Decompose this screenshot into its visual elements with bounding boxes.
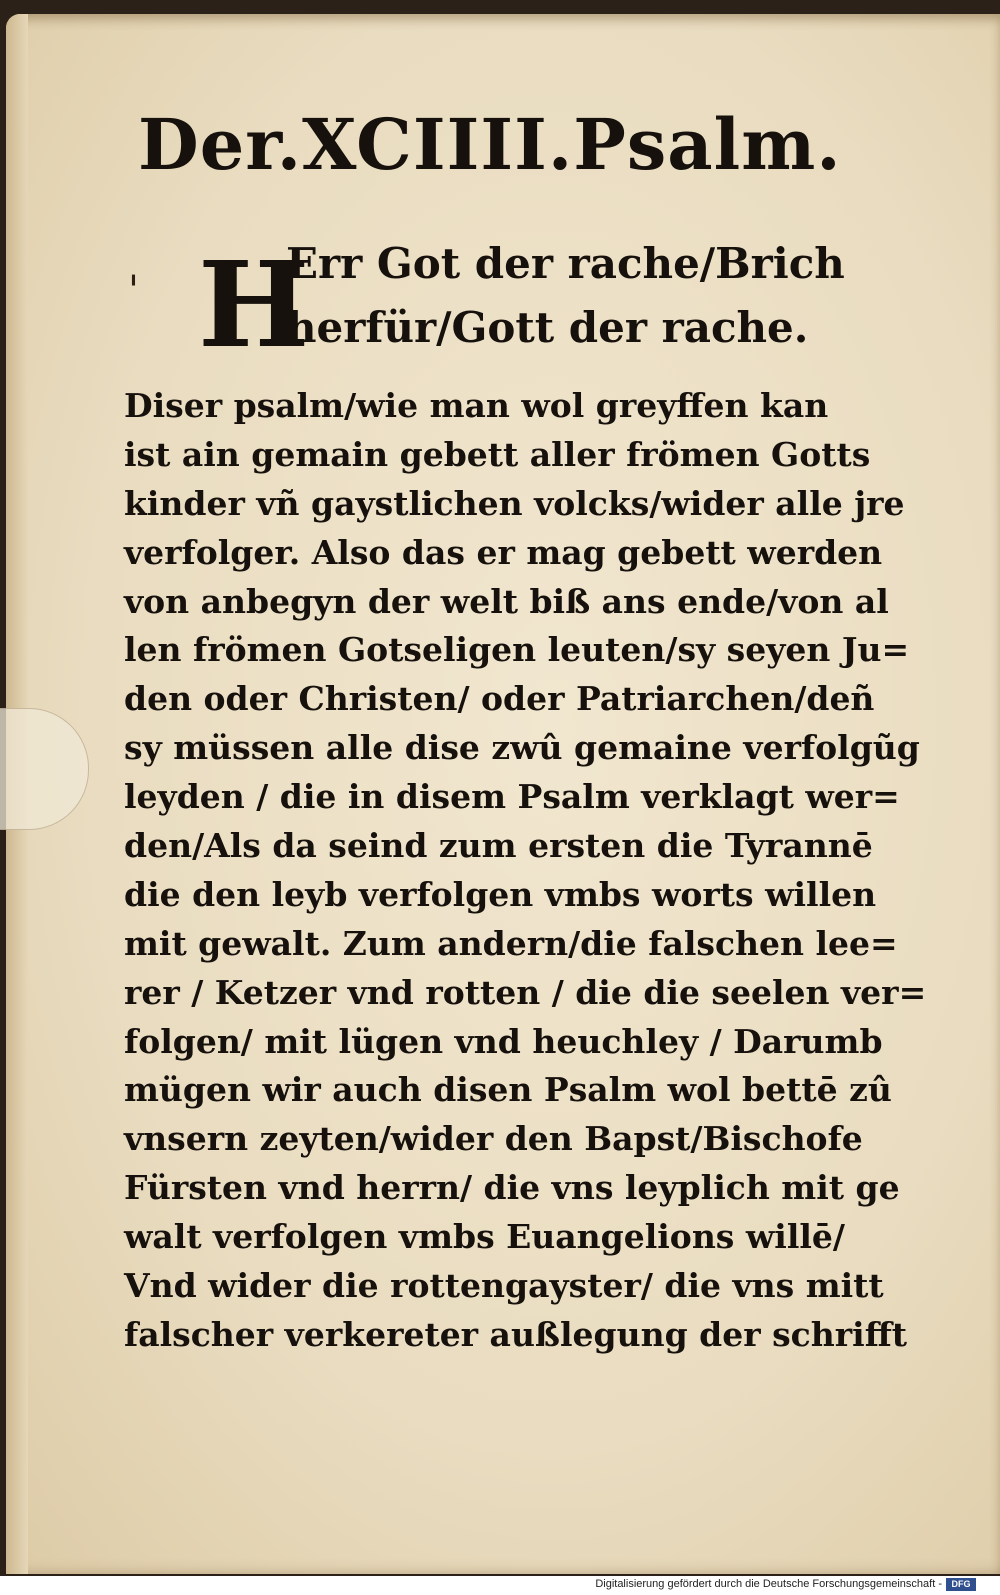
dfg-logo: DFG [946,1578,976,1591]
psalm-heading: Der.XCIIII.Psalm. [138,103,842,186]
commentary-text [124,382,927,1360]
funding-credit: Digitalisierung gefördert durch die Deutsche Forschungsgemeinschaft - [595,1578,942,1590]
text-line: Vnd wider die rottengayster/ die vns mitt [124,1266,884,1306]
text-line: den oder Christen/ oder Patriarchen/deñ [124,679,875,719]
text-line: leyden / die in disem Psalm verklagt wer= [124,777,900,817]
text-line: sy müssen alle dise zwû gemaine verfolgũg [124,728,920,768]
text-line: den/Als da seind zum ersten die Tyrannē [124,826,873,866]
text-line: falscher verkereter außlegung der schrifft [124,1314,908,1354]
text-line: Fürsten vnd herrn/ die vns leyplich mit ge [124,1168,900,1208]
text-line: len frömen Gotseligen leuten/sy seyen Ju= [124,630,910,670]
psalm-opening-verse [286,232,906,360]
text-line: kinder vñ gaystlichen volcks/wider alle jre [124,483,905,523]
text-line: mügen wir auch disen Psalm wol bettē zû [124,1070,892,1110]
text-line: vnsern zeyten/wider den Bapst/Bischofe [124,1119,863,1159]
text-line: walt verfolgen vmbs Euangelions willē/ [124,1217,845,1257]
text-line: verfolger. Also das er mag gebett werden [124,532,883,572]
text-line: rer / Ketzer vnd rotten / die die seelen ver= [124,972,927,1012]
text-line: ist ain gemain gebett aller frömen Gotts [124,434,871,474]
text-line: die den leyb verfolgen vmbs worts willen [124,874,877,914]
text-line: folgen/ mit lügen vnd heuchley / Darumb [124,1021,883,1061]
digitization-footer [0,1576,1000,1595]
margin-mark: ' [128,268,139,314]
decorated-initial: H [198,235,310,374]
verse-line: herfür/Gott der rache. [286,303,809,352]
text-line: Diser psalm/wie man wol greyffen kan [124,386,829,425]
text-line: von anbegyn der welt biß ans ende/von al [124,581,889,621]
verse-line: Err Got der rache/Brich [286,239,845,288]
text-line: mit gewalt. Zum andern/die falschen lee= [124,923,898,963]
